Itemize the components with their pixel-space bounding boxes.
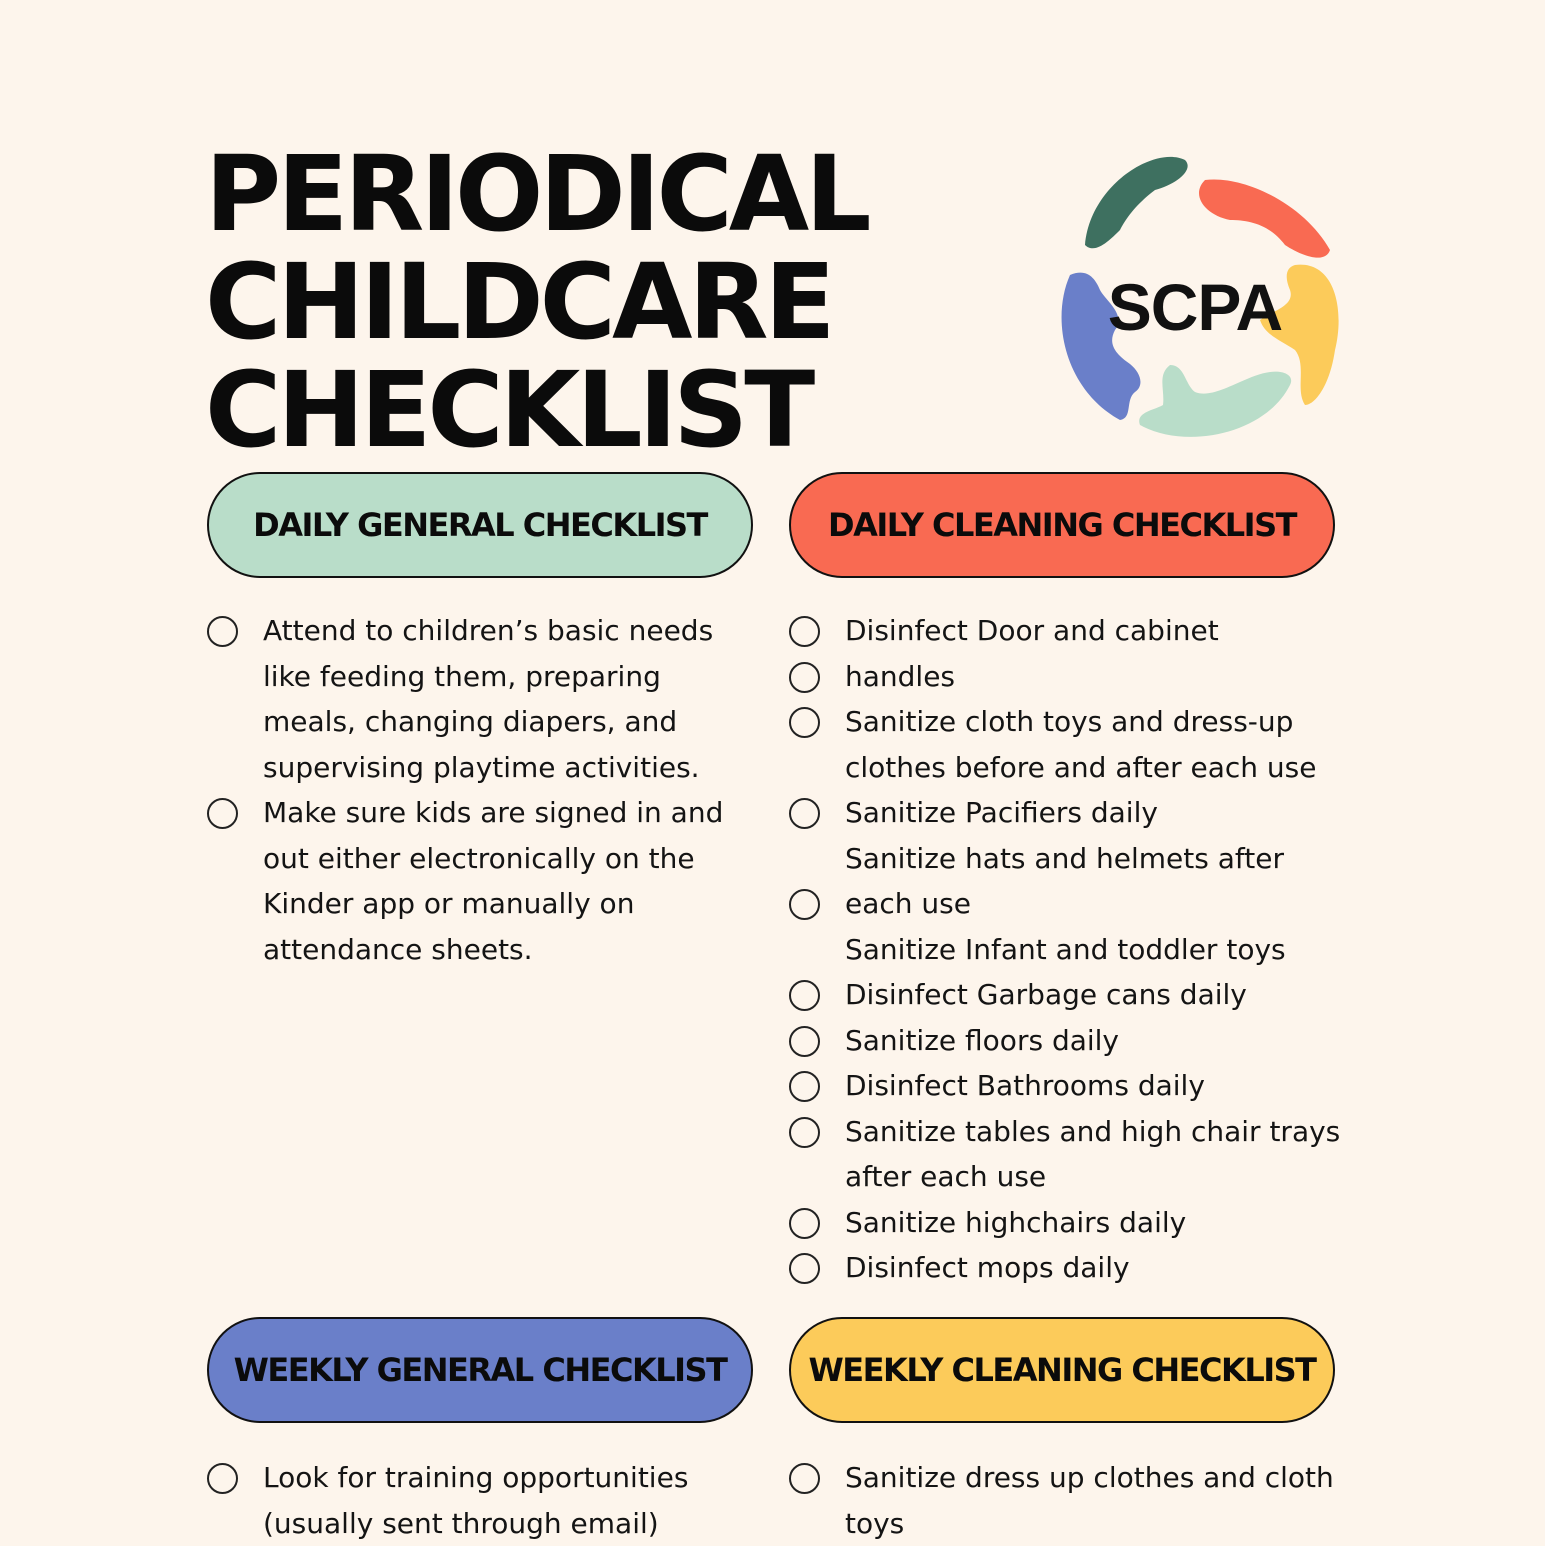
list-item-text: Disinfect Garbage cans daily: [845, 978, 1247, 1011]
list-item-text: Make sure kids are signed in and out either electronically on the Kinder app or manually on attendance sheets.: [263, 796, 724, 966]
checkbox-circle[interactable]: [207, 1463, 238, 1494]
logo-petal-mint: [1139, 365, 1291, 437]
daily-cleaning-heading-label: DAILY CLEANING CHECKLIST: [828, 506, 1296, 544]
checkbox-circle[interactable]: [789, 1117, 820, 1148]
daily-general-heading-label: DAILY GENERAL CHECKLIST: [253, 506, 707, 544]
checkbox-circle[interactable]: [789, 1208, 820, 1239]
checkbox-circle[interactable]: [789, 1253, 820, 1284]
list-item: [789, 699, 1349, 790]
list-item-continuation: [789, 927, 1349, 973]
list-item: [207, 790, 747, 972]
checkbox-circle[interactable]: [789, 889, 820, 920]
checkbox-circle[interactable]: [789, 1071, 820, 1102]
daily-cleaning-heading: [789, 472, 1335, 578]
list-item-text: Disinfect Door and cabinet: [845, 614, 1219, 647]
list-item-continuation: [789, 836, 1349, 882]
weekly-cleaning-list: [789, 1455, 1349, 1546]
checkbox-circle[interactable]: [207, 616, 238, 647]
list-item-text: Sanitize highchairs daily: [845, 1205, 1187, 1239]
list-item-text: Attend to children’s basic needs like feeding them, preparing meals, changing diapers, and supervising playtime activities.: [263, 614, 714, 784]
list-item: [207, 608, 747, 790]
list-item-text: Sanitize Pacifiers daily: [845, 796, 1158, 829]
list-item: [789, 1018, 1349, 1064]
checkbox-circle[interactable]: [207, 798, 238, 829]
logo-text: SCPA: [1107, 270, 1283, 344]
list-item-text: Sanitize tables and high chair trays after each use: [845, 1114, 1341, 1193]
list-item: [789, 790, 1349, 836]
list-item-text: Sanitize floors daily: [845, 1023, 1119, 1057]
weekly-cleaning-heading: [789, 1317, 1335, 1423]
daily-cleaning-list: [789, 608, 1349, 1291]
list-item-text: Sanitize dress up clothes and cloth toys: [845, 1461, 1334, 1540]
logo-petal-green: [1085, 157, 1188, 248]
list-item: [207, 1455, 747, 1546]
list-item-text: Disinfect mops daily: [845, 1251, 1130, 1284]
list-item: [789, 608, 1349, 654]
list-item-text: each use: [845, 887, 971, 920]
list-item-text: Sanitize hats and helmets after: [845, 841, 1284, 875]
list-item: [789, 1455, 1349, 1546]
checkbox-circle[interactable]: [789, 707, 820, 738]
checkbox-circle[interactable]: [789, 980, 820, 1011]
list-item: [789, 1063, 1349, 1109]
list-item-text: Sanitize cloth toys and dress-up clothes before and after each use: [845, 705, 1317, 784]
daily-general-list: [207, 608, 747, 972]
checkbox-circle[interactable]: [789, 1463, 820, 1494]
daily-general-heading: [207, 472, 753, 578]
title-line-1: PERIODICAL: [205, 133, 868, 255]
list-item-text: Look for training opportunities (usually sent through email): [263, 1461, 689, 1540]
weekly-general-heading: [207, 1317, 753, 1423]
checkbox-circle[interactable]: [789, 798, 820, 829]
title-line-2: CHILDCARE: [205, 241, 832, 363]
page-title: [205, 133, 868, 471]
checkbox-circle[interactable]: [789, 1026, 820, 1057]
list-item-text: Sanitize Infant and toddler toys: [845, 932, 1286, 966]
scpa-logo: [1045, 150, 1345, 450]
logo-petal-red: [1199, 179, 1330, 257]
weekly-general-list: [207, 1455, 747, 1546]
list-item: [789, 1109, 1349, 1200]
list-item: [789, 654, 1349, 700]
weekly-cleaning-heading-label: WEEKLY CLEANING CHECKLIST: [808, 1351, 1316, 1389]
list-item: [789, 1245, 1349, 1291]
checkbox-circle[interactable]: [789, 662, 820, 693]
title-line-3: CHECKLIST: [205, 349, 812, 471]
list-item-text: handles: [845, 659, 956, 693]
list-item-text: Disinfect Bathrooms daily: [845, 1069, 1205, 1102]
list-item: [789, 972, 1349, 1018]
weekly-general-heading-label: WEEKLY GENERAL CHECKLIST: [233, 1351, 727, 1389]
list-item: [789, 881, 1349, 927]
checkbox-circle[interactable]: [789, 616, 820, 647]
list-item: [789, 1200, 1349, 1246]
